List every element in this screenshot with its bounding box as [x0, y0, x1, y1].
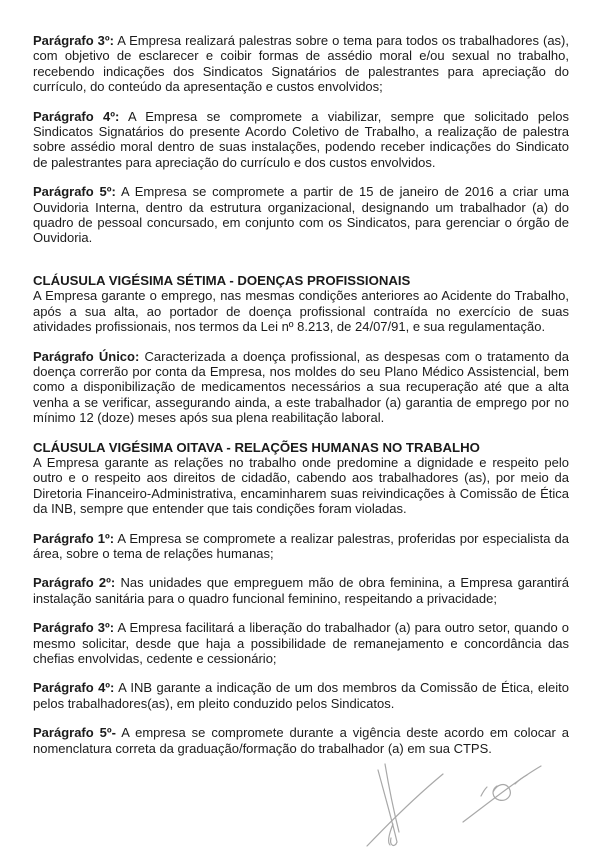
paragraph-3	[33, 33, 569, 95]
clause-28-paragraph-4	[33, 680, 569, 711]
paragraph-3-text: A Empresa realizará palestras sobre o tema para todos os trabalhadores (as), com objetivo de esclarecer e coibir formas de assédio moral e/ou sexual no trabalho, recebendo indicações dos Sindicatos Signatários de palestrantes para apreciação do currículo, do conteúdo da apresentação e custos envolvidos;	[33, 33, 569, 95]
clause-28-paragraph-1-text: A Empresa se compromete a realizar palestras, proferidas por especialista da área, sobre o tema de relações humanas;	[33, 530, 569, 561]
paragraph-4-text: A Empresa se compromete a viabilizar, sempre que solicitado pelos Sindicatos Signatários do presente Acordo Coletivo de Trabalho, a realização de palestra sobre assédio moral dentro de suas instalações, podendo receber indicações do Sindicato de palestrantes para apreciação do currículo e dos custos envolvidos.	[33, 108, 569, 170]
paragraph-3-label: Parágrafo 3º:	[33, 33, 114, 48]
clause-28-paragraph-2-text: Nas unidades que empreguem mão de obra feminina, a Empresa garantirá instalação sanitária para o quadro funcional feminino, respeitando a privacidade;	[33, 575, 569, 606]
clause-28-body: A Empresa garante as relações no trabalho onde predomine a dignidade e respeito pelo outro e o respeito aos direitos de cidadão, cabendo aos trabalhadores (as), por meio da Diretoria Financeiro-Administrativa, encaminharem suas reivindicações à Comissão de Ética da INB, sempre que entender que tais condições foram violadas.	[33, 454, 569, 517]
handwritten-signatures-icon	[345, 758, 565, 848]
clause-28-paragraph-1-label: Parágrafo 1º:	[33, 530, 115, 546]
clause-28-paragraph-5	[33, 725, 569, 756]
clause-28-paragraph-2-label: Parágrafo 2º:	[33, 575, 116, 591]
paragraph-5-label: Parágrafo 5º:	[33, 184, 116, 200]
clause-27-title: CLÁUSULA VIGÉSIMA SÉTIMA - DOENÇAS PROFISSIONAIS	[33, 272, 411, 288]
clause-28-paragraph-3-text: A Empresa facilitará a liberação do trabalhador (a) para outro setor, quando o mesmo solicitar, desde que haja a possibilidade de remanejamento e concordância das chefias envolvidas, cedente e cessionário;	[33, 620, 569, 666]
clause-28-paragraph-3-label: Parágrafo 3º:	[33, 620, 115, 636]
clause-27-section	[33, 273, 569, 335]
clause-28-section	[33, 440, 569, 517]
paragraph-unico-label: Parágrafo Único:	[33, 348, 140, 364]
clause-28-title: CLÁUSULA VIGÉSIMA OITAVA - RELAÇÕES HUMANAS NO TRABALHO	[33, 439, 480, 455]
clause-28-paragraph-5-text: A empresa se compromete durante a vigência deste acordo em colocar a nomenclatura correta da graduação/formação do trabalhador (a) em sua CTPS.	[33, 725, 569, 756]
paragraph-unico-text: Caracterizada a doença profissional, as despesas com o tratamento da doença correrão por conta da Empresa, nos moldes do seu Plano Médico Assistencial, bem como a disponibilização de medicamentos necessários a sua recuperação até que a alta venha a se verificar, assegurando ainda, a este trabalhador (a) garantia de emprego por no mínimo 12 (doze) meses após sua plena reabilitação laboral.	[33, 348, 570, 426]
clause-27-body: A Empresa garante o emprego, nas mesmas condições anteriores ao Acidente do Trabalho, após a sua alta, ao portador de doença profissional contraída no exercício de suas atividades profissionais, nos termos da Lei nº 8.213, de 24/07/91, e sua regulamentação.	[33, 288, 569, 335]
clause-28-paragraph-5-label: Parágrafo 5º-	[33, 725, 116, 741]
paragraph-5-text: A Empresa se compromete a partir de 15 de janeiro de 2016 a criar uma Ouvidoria Interna, dentro da estrutura organizacional, designando um trabalhador (a) do quadro de pessoal concursado, em conjunto com os Sindicatos, para gerenciar o órgão de Ouvidoria.	[33, 184, 570, 246]
paragraph-4	[33, 109, 569, 171]
signature-marks	[345, 758, 565, 848]
clause-28-paragraph-4-label: Parágrafo 4º:	[33, 680, 115, 696]
clause-28-paragraph-2	[33, 575, 569, 606]
clause-28-paragraph-4-text: A INB garante a indicação de um dos membros da Comissão de Ética, eleito pelos trabalhadores(as), em pleito conduzido pelos Sindicatos.	[33, 680, 569, 711]
clause-28-paragraph-1	[33, 531, 569, 562]
paragraph-5	[33, 184, 569, 246]
paragraph-unico	[33, 349, 569, 426]
paragraph-4-label: Parágrafo 4º:	[33, 108, 120, 124]
clause-28-paragraph-3	[33, 620, 569, 666]
